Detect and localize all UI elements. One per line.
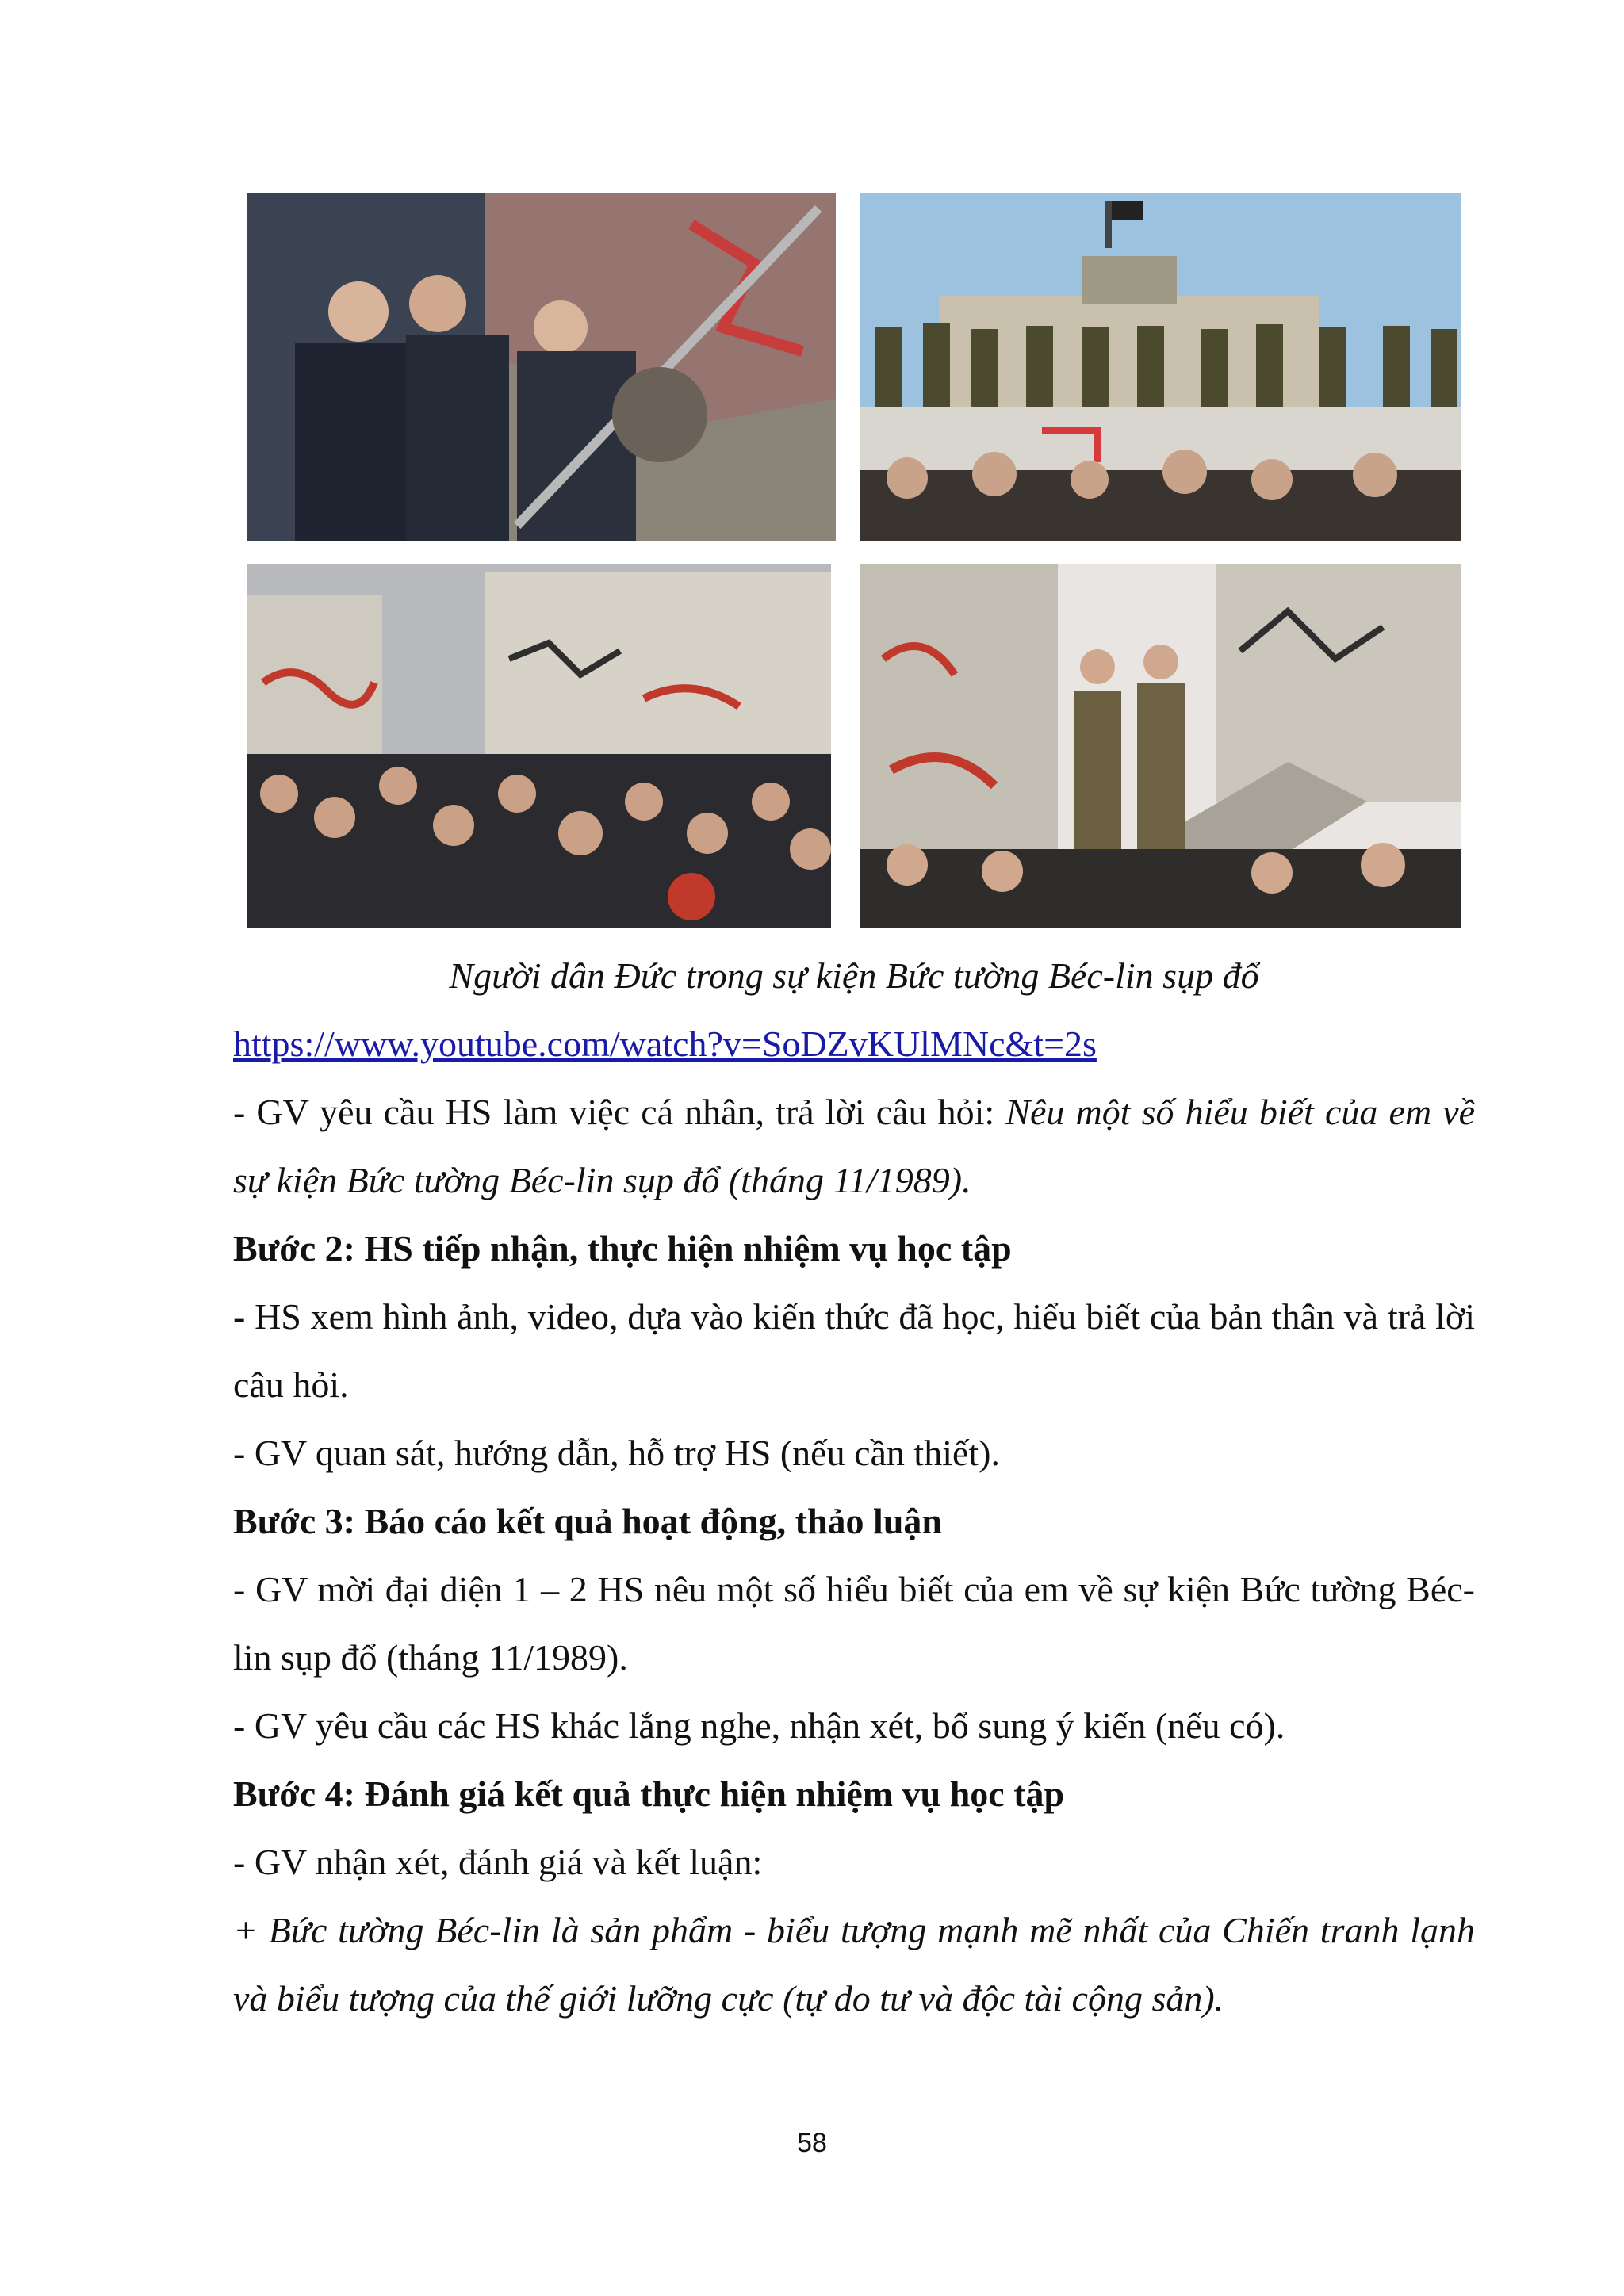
heading-step-3: Bước 3: Báo cáo kết quả hoạt động, thảo luận xyxy=(233,1501,942,1541)
page-number: 58 xyxy=(797,2128,827,2158)
paragraph-task-question: Nêu một số hiểu biết của em về sự kiện Bức tường Béc-lin sụp đổ (tháng 11/1989). xyxy=(233,1092,1476,1200)
photo-berlin-wall-hammer xyxy=(247,193,836,541)
photo-icon xyxy=(860,193,1461,541)
photo-icon xyxy=(247,564,831,928)
photo-brandenburg-gate-guards xyxy=(860,193,1461,541)
photo-icon xyxy=(247,193,836,541)
paragraph-step-2-b: - GV quan sát, hướng dẫn, hỗ trợ HS (nếu cần thiết). xyxy=(233,1433,1000,1473)
paragraph-task-text: - GV yêu cầu HS làm việc cá nhân, trả lời câu hỏi: xyxy=(233,1092,1006,1132)
paragraph-step-3-a: - GV mời đại diện 1 – 2 HS nêu một số hiểu biết của em về sự kiện Bức tường Béc-lin sụp đổ (tháng 11/1989). xyxy=(233,1569,1475,1678)
paragraph-task xyxy=(233,1078,1475,1215)
figure-caption: Người dân Đức trong sự kiện Bức tường Béc-lin sụp đổ xyxy=(449,955,1259,996)
paragraph-step-3-b: - GV yêu cầu các HS khác lắng nghe, nhận xét, bổ sung ý kiến (nếu có). xyxy=(233,1705,1285,1746)
heading-step-2: Bước 2: HS tiếp nhận, thực hiện nhiệm vụ học tập xyxy=(233,1228,1012,1269)
photo-icon xyxy=(860,564,1461,928)
body-text xyxy=(233,1078,1475,2033)
heading-step-4: Bước 4: Đánh giá kết quả thực hiện nhiệm vụ học tập xyxy=(233,1774,1065,1814)
photo-crowd-at-wall xyxy=(247,564,831,928)
paragraph-step-4-a: - GV nhận xét, đánh giá và kết luận: xyxy=(233,1842,763,1882)
photo-wall-segment-removed xyxy=(860,564,1461,928)
paragraph-step-2-a: - HS xem hình ảnh, video, dựa vào kiến thức đã học, hiểu biết của bản thân và trả lời câu hỏi. xyxy=(233,1296,1475,1405)
paragraph-conclusion: + Bức tường Béc-lin là sản phẩm - biểu tượng mạnh mẽ nhất của Chiến tranh lạnh và biểu tượng của thế giới lưỡng cực (tự do tư và độc tài cộng sản). xyxy=(233,1910,1475,2019)
youtube-video-link[interactable]: https://www.youtube.com/watch?v=SoDZvKUlMNc&t=2s xyxy=(233,1024,1097,1064)
